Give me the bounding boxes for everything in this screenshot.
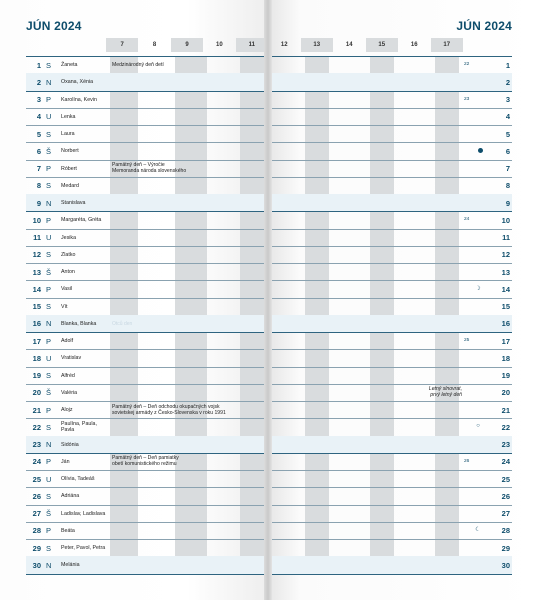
grid-shade	[435, 92, 460, 108]
day-of-week: S	[46, 250, 52, 260]
name-day: Alojz	[61, 407, 73, 413]
grid-shade	[175, 540, 207, 556]
grid-shade	[175, 212, 207, 228]
day-number-right: 19	[501, 371, 510, 380]
grid-shade	[370, 178, 395, 194]
name-day: Margaréta, Gréta	[61, 217, 102, 224]
right-page	[268, 0, 536, 600]
grid-shade	[370, 143, 395, 159]
day-of-week: Š	[46, 509, 52, 518]
grid-shade	[370, 299, 395, 315]
day-number: 14	[32, 284, 41, 294]
grid-shade	[370, 506, 395, 522]
grid-shade	[175, 178, 207, 194]
column-label: 9	[171, 38, 203, 52]
grid-shade	[305, 92, 330, 108]
day-number: 12	[32, 250, 41, 260]
grid-shade	[435, 247, 460, 263]
grid-shade	[435, 281, 460, 297]
grid-shade	[110, 212, 138, 228]
grid-shade	[175, 471, 207, 487]
day-number: 1	[36, 60, 41, 70]
name-day: Sidónia	[61, 441, 79, 448]
day-number: 23	[32, 440, 41, 449]
grid-shade	[110, 264, 138, 280]
day-number-right: 14	[501, 284, 510, 294]
grid-shade	[175, 299, 207, 315]
day-of-week: S	[46, 181, 52, 191]
day-of-week: U	[46, 112, 52, 122]
day-number: 21	[32, 405, 41, 415]
day-of-week: Š	[46, 388, 52, 398]
name-day: Alfréd	[61, 372, 75, 379]
grid-shade	[305, 385, 330, 401]
day-of-week: P	[46, 526, 52, 536]
grid-shade	[175, 488, 207, 504]
day-of-week: N	[46, 560, 52, 570]
grid-shade	[305, 281, 330, 297]
grid-shade	[370, 109, 395, 125]
day-number: 27	[32, 509, 41, 518]
grid-shade	[110, 506, 138, 522]
name-day: Paulína, Paula, Pavla	[61, 421, 97, 434]
name-day: Lenka	[61, 113, 76, 120]
grid-shade	[370, 419, 395, 435]
day-row[interactable]	[268, 556, 512, 573]
day-number-right: 21	[501, 405, 510, 415]
grid-shade	[175, 281, 207, 297]
holiday-note: Pamätný deň – Deň pamiatky obetí komunistického režimu	[112, 455, 179, 468]
name-day: Laura	[61, 131, 75, 137]
grid-shade	[370, 212, 395, 228]
column-label: 14	[345, 42, 353, 48]
grid-shade	[435, 126, 460, 142]
grid-shade	[370, 92, 395, 108]
grid-shade	[370, 454, 395, 470]
grid-shade	[175, 350, 207, 366]
day-number-right: 27	[501, 509, 510, 518]
week-number: 24	[464, 217, 470, 223]
book-spine	[264, 0, 272, 600]
day-number-right: 22	[501, 422, 510, 432]
day-number: 13	[32, 267, 41, 277]
column-label: 10	[216, 42, 223, 48]
day-of-week: S	[46, 543, 52, 553]
grid-shade	[305, 506, 330, 522]
grid-shade	[110, 109, 138, 125]
name-day: Melánia	[61, 562, 80, 569]
grid-shade	[110, 385, 138, 401]
grid-shade	[175, 419, 207, 435]
day-number: 8	[36, 181, 41, 191]
grid-shade	[175, 454, 207, 470]
grid-shade	[370, 247, 395, 263]
grid-shade	[110, 230, 138, 246]
grid-shade	[305, 299, 330, 315]
day-number-right: 6	[505, 146, 510, 156]
name-day: Zlatko	[61, 251, 76, 258]
day-of-week: P	[46, 336, 52, 346]
day-number-right: 28	[501, 526, 510, 536]
grid-shade	[435, 471, 460, 487]
grid-shade	[435, 178, 460, 194]
day-of-week: U	[46, 353, 52, 363]
day-number-right: 15	[501, 302, 510, 311]
day-row[interactable]	[268, 315, 512, 332]
grid-shade	[110, 419, 138, 435]
day-of-week: Š	[46, 267, 52, 277]
row-divider	[268, 574, 512, 575]
day-number: 7	[36, 164, 41, 173]
grid-shade	[370, 126, 395, 142]
day-number-right: 20	[501, 388, 510, 398]
grid-shade	[305, 402, 330, 418]
day-number-right: 4	[505, 112, 510, 122]
grid-shade	[110, 92, 138, 108]
day-number: 22	[32, 422, 41, 432]
moon-outline-icon: ○	[476, 422, 480, 429]
grid-shade	[370, 333, 395, 349]
grid-shade	[305, 126, 330, 142]
day-number-right: 16	[501, 319, 510, 329]
grid-shade	[435, 109, 460, 125]
grid-shade	[305, 350, 330, 366]
day-number: 10	[32, 215, 41, 225]
grid-shade	[305, 143, 330, 159]
name-day: Stanislava	[61, 200, 86, 206]
day-number: 30	[32, 560, 41, 570]
grid-shade	[370, 488, 395, 504]
name-day: Jesika	[61, 234, 77, 241]
grid-shade	[110, 350, 138, 366]
day-number-right: 3	[505, 95, 510, 104]
name-day: Vasil	[61, 286, 73, 293]
last-quarter-moon-icon: ☾	[475, 527, 481, 534]
day-of-week: P	[46, 284, 52, 294]
day-number: 28	[32, 526, 41, 536]
grid-shade	[370, 402, 395, 418]
grid-shade	[435, 57, 460, 73]
grid-shade	[175, 506, 207, 522]
column-header-left	[106, 38, 268, 52]
grid-shade	[435, 230, 460, 246]
grid-shade	[305, 471, 330, 487]
day-number: 9	[36, 198, 41, 208]
name-day: Oxana, Xénia	[61, 79, 94, 86]
grid-shade	[435, 161, 460, 177]
day-number: 4	[36, 112, 41, 122]
day-number: 11	[33, 233, 41, 242]
grid-shade	[110, 333, 138, 349]
grid-shade	[175, 92, 207, 108]
name-day: Blanka, Blanka	[61, 320, 97, 327]
grid-shade	[435, 540, 460, 556]
holiday-note: Pamätný deň – Deň odchodu okupačných vojsk sovietskej armády z Česko-Slovenska v roku 1991	[112, 403, 226, 416]
day-number: 5	[36, 129, 41, 139]
day-of-week: P	[46, 405, 52, 415]
month-title-left: JÚN 2024	[26, 19, 82, 33]
day-number-right: 18	[501, 353, 510, 363]
day-number-right: 13	[501, 267, 510, 277]
name-day: Ladislav, Ladislava	[61, 510, 106, 517]
grid-shade	[305, 247, 330, 263]
day-of-week: U	[46, 474, 52, 484]
grid-shade	[110, 247, 138, 263]
grid-shade	[435, 212, 460, 228]
grid-shade	[435, 419, 460, 435]
grid-shade	[110, 299, 138, 315]
grid-shade	[435, 143, 460, 159]
column-label: 13	[301, 38, 334, 52]
column-header-right	[268, 38, 464, 52]
day-number-right: 9	[505, 198, 510, 208]
grid-shade	[370, 385, 395, 401]
grid-shade	[435, 488, 460, 504]
day-number-right: 7	[505, 164, 510, 173]
day-of-week: U	[46, 233, 52, 242]
day-number-right: 5	[505, 129, 510, 139]
day-of-week: S	[46, 60, 52, 70]
grid-shade	[435, 299, 460, 315]
day-of-week: N	[46, 319, 52, 329]
name-day: Vít	[61, 303, 68, 310]
grid-shade	[305, 419, 330, 435]
column-label: 8	[152, 42, 157, 48]
day-number-right: 30	[501, 560, 510, 570]
day-of-week: P	[46, 95, 52, 104]
grid-shade	[370, 281, 395, 297]
day-number-right: 17	[501, 336, 510, 346]
week-number: 23	[464, 96, 470, 102]
day-number: 3	[36, 95, 41, 104]
name-day: Olívia, Tadeáš	[61, 476, 95, 482]
day-number-right: 29	[501, 543, 510, 553]
grid-shade	[110, 143, 138, 159]
grid-shade	[305, 488, 330, 504]
grid-shade	[305, 57, 330, 73]
grid-shade	[305, 161, 330, 177]
grid-shade	[305, 523, 330, 539]
name-day: Vratislav	[61, 355, 82, 362]
grid-shade	[305, 454, 330, 470]
grid-shade	[175, 109, 207, 125]
grid-shade	[435, 454, 460, 470]
grid-shade	[175, 264, 207, 280]
day-number: 26	[32, 491, 41, 501]
day-number: 2	[36, 77, 41, 87]
day-row[interactable]	[268, 436, 512, 453]
grid-shade	[370, 264, 395, 280]
grid-shade	[370, 57, 395, 73]
grid-shade	[305, 230, 330, 246]
week-number: 25	[464, 338, 470, 343]
grid-shade	[370, 540, 395, 556]
day-number: 18	[32, 353, 41, 363]
day-of-week: P	[46, 164, 52, 173]
day-number: 15	[32, 302, 41, 311]
day-number: 16	[32, 319, 41, 329]
name-day: Beáta	[61, 527, 75, 534]
column-label: 16	[410, 42, 418, 48]
grid-shade	[370, 350, 395, 366]
day-number-right: 8	[505, 181, 510, 191]
day-row[interactable]	[268, 194, 512, 211]
grid-shade	[435, 264, 460, 280]
day-number-right: 2	[505, 77, 510, 87]
grid-shade	[110, 178, 138, 194]
day-number-right: 11	[502, 233, 510, 242]
grid-shade	[110, 523, 138, 539]
row-divider	[26, 56, 268, 57]
name-day: Žaneta	[61, 62, 78, 68]
grid-shade	[370, 471, 395, 487]
day-number-right: 10	[501, 215, 510, 225]
grid-shade	[110, 368, 138, 384]
name-day: Norbert	[61, 148, 79, 155]
grid-shade	[110, 281, 138, 297]
grid-shade	[305, 109, 330, 125]
name-day: Peter, Pavol, Petra	[61, 545, 106, 551]
grid-shade	[435, 523, 460, 539]
name-day: Róbert	[61, 165, 77, 172]
grid-shade	[175, 333, 207, 349]
day-number-right: 12	[501, 250, 510, 260]
name-day: Adriána	[61, 493, 80, 500]
grid-shade	[305, 540, 330, 556]
day-of-week: S	[46, 129, 52, 139]
day-number: 24	[32, 457, 41, 467]
day-of-week: N	[46, 198, 52, 208]
grid-shade	[435, 368, 460, 384]
day-number: 20	[32, 388, 41, 398]
day-number-right: 1	[505, 60, 510, 70]
day-of-week: S	[46, 302, 52, 311]
holiday-note: Pamätný deň – Výročie Memoranda národa slovenského	[112, 162, 187, 175]
grid-shade	[110, 540, 138, 556]
day-of-week: S	[46, 491, 52, 501]
grid-shade	[305, 178, 330, 194]
faint-note: Otců den	[112, 320, 133, 327]
grid-shade	[435, 402, 460, 418]
grid-shade	[435, 350, 460, 366]
column-label: 11	[236, 38, 268, 52]
day-row[interactable]	[268, 73, 512, 90]
day-number: 25	[32, 474, 41, 484]
day-of-week: S	[46, 371, 52, 380]
grid-shade	[370, 523, 395, 539]
grid-shade	[175, 368, 207, 384]
grid-shade	[370, 161, 395, 177]
day-number-right: 25	[501, 474, 510, 484]
day-number: 19	[32, 371, 41, 380]
name-day: Ján	[61, 458, 70, 465]
grid-shade	[110, 471, 138, 487]
day-of-week: P	[46, 215, 52, 225]
grid-shade	[305, 368, 330, 384]
name-day: Medard	[61, 182, 79, 189]
first-quarter-moon-icon: ☽	[475, 285, 481, 292]
grid-shade	[305, 212, 330, 228]
row-divider	[26, 574, 268, 575]
column-label: 12	[280, 42, 288, 48]
week-number: 22	[464, 62, 470, 67]
grid-shade	[175, 57, 207, 73]
week-number: 26	[464, 458, 470, 464]
day-of-week: S	[46, 422, 52, 432]
holiday-note: Medzinárodný deň detí	[112, 61, 164, 68]
day-of-week: N	[46, 440, 52, 449]
column-label: 17	[431, 38, 464, 52]
grid-shade	[370, 230, 395, 246]
holiday-note: Letný slnovrat, prvý letný deň	[428, 386, 462, 399]
grid-shade	[305, 264, 330, 280]
grid-shade	[370, 368, 395, 384]
day-number: 17	[32, 336, 41, 346]
grid-shade	[175, 230, 207, 246]
grid-shade	[110, 126, 138, 142]
day-number-right: 26	[501, 491, 510, 501]
grid-shade	[305, 333, 330, 349]
grid-shade	[175, 385, 207, 401]
month-title-right: JÚN 2024	[456, 19, 512, 33]
day-of-week: Š	[46, 146, 52, 156]
column-label: 15	[366, 38, 399, 52]
grid-shade	[175, 247, 207, 263]
row-divider	[268, 56, 512, 57]
grid-shade	[435, 506, 460, 522]
grid-shade	[175, 523, 207, 539]
name-day: Karolína, Kevin	[61, 96, 97, 103]
grid-shade	[435, 333, 460, 349]
grid-shade	[175, 143, 207, 159]
name-day: Anton	[61, 269, 75, 275]
day-of-week: N	[46, 77, 52, 87]
day-number: 6	[36, 146, 41, 156]
grid-shade	[110, 488, 138, 504]
grid-shade	[175, 126, 207, 142]
name-day: Valéria	[61, 389, 78, 396]
day-of-week: P	[46, 457, 52, 467]
column-label: 7	[106, 38, 138, 52]
day-number: 29	[32, 543, 41, 553]
day-number-right: 23	[501, 440, 510, 449]
name-day: Adolf	[61, 338, 74, 344]
day-number-right: 24	[501, 457, 510, 467]
